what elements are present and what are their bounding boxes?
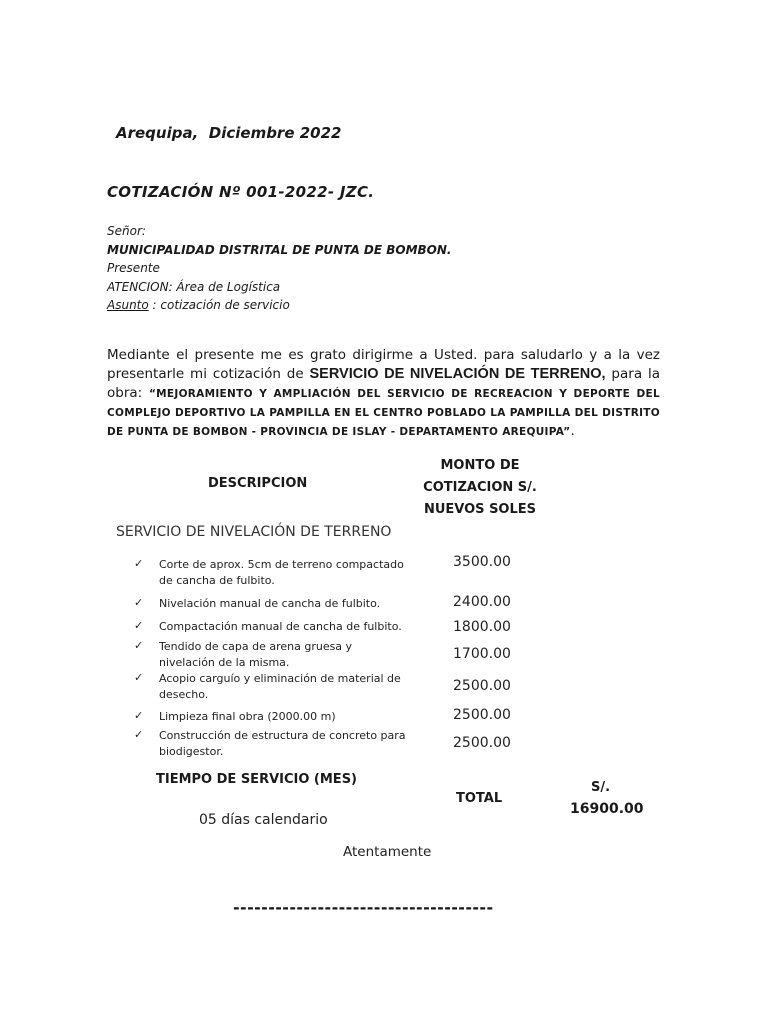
salutation: Señor: — [107, 224, 146, 238]
item-amount: 1700.00 — [453, 646, 511, 662]
service-section-title: SERVICIO DE NIVELACIÓN DE TERRENO — [116, 524, 392, 540]
subject-label: Asunto — [107, 298, 149, 312]
item-amount: 2500.00 — [453, 678, 511, 694]
addressee-block — [107, 222, 451, 315]
total-currency: S/. — [591, 780, 611, 795]
check-icon: ✓ — [134, 671, 144, 684]
item-amount: 2500.00 — [453, 735, 511, 751]
city-date-line: Arequipa, Diciembre 2022 — [116, 124, 342, 142]
signature-line: ------------------------------------- — [233, 898, 494, 917]
item-description: Construcción de estructura de concreto para biodigestor. — [159, 729, 406, 758]
presente-label: Presente — [107, 261, 160, 275]
check-icon: ✓ — [134, 639, 144, 652]
date: Diciembre 2022 — [208, 124, 342, 142]
subject-line — [107, 296, 451, 315]
service-time-value: 05 días calendario — [199, 812, 328, 828]
paragraph-end: . — [570, 423, 575, 439]
amount-column-header: MONTO DE COTIZACION S/. NUEVOS SOLES — [423, 458, 537, 517]
service-name: SERVICIO DE NIVELACIÓN DE TERRENO, — [309, 366, 606, 382]
item-description: Corte de aprox. 5cm de terreno compactado de cancha de fulbito. — [159, 558, 404, 587]
item-description: Nivelación manual de cancha de fulbito. — [159, 597, 381, 610]
check-icon: ✓ — [134, 709, 144, 722]
body-paragraph — [107, 346, 660, 441]
item-description: Compactación manual de cancha de fulbito. — [159, 620, 402, 633]
total-label: TOTAL — [456, 791, 503, 806]
description-column-header: DESCRIPCION — [208, 476, 308, 491]
city: Arequipa — [116, 124, 193, 142]
check-icon: ✓ — [134, 596, 144, 609]
subject-text: : cotización de servicio — [148, 298, 290, 312]
total-value: 16900.00 — [570, 801, 644, 817]
intro-text: Mediante el presente me es grato dirigirme a Usted. para saludarlo y a la vez presentarle mi cotización de — [107, 347, 660, 382]
item-amount: 2400.00 — [453, 594, 511, 610]
for-work-text: para la obra: — [107, 366, 660, 401]
quote-number: COTIZACIÓN Nº 001-2022- JZC. — [107, 183, 375, 201]
attention-line: ATENCION: Área de Logística — [107, 279, 281, 294]
service-time-label: TIEMPO DE SERVICIO (MES) — [156, 772, 357, 787]
item-amount: 1800.00 — [453, 619, 511, 635]
check-icon: ✓ — [134, 557, 144, 570]
check-icon: ✓ — [134, 619, 144, 632]
item-description: Tendido de capa de arena gruesa y nivelación de la misma. — [159, 640, 353, 669]
closing-text: Atentamente — [343, 844, 432, 860]
check-icon: ✓ — [134, 728, 144, 741]
item-amount: 2500.00 — [453, 707, 511, 723]
organization-name: MUNICIPALIDAD DISTRITAL DE PUNTA DE BOMBON. — [107, 242, 452, 257]
item-description: Limpieza final obra (2000.00 m) — [159, 710, 336, 723]
item-description: Acopio carguío y eliminación de material de desecho. — [159, 672, 401, 701]
item-amount: 3500.00 — [453, 554, 511, 570]
project-name: “MEJORAMIENTO Y AMPLIACIÓN DEL SERVICIO DE RECREACION Y DEPORTE DEL COMPLEJO DEPORTIVO LA PAMPILLA EN EL CENTRO POBLADO LA PAMPILLA DEL DISTRITO DE PUNTA DE BOMBON - PROVINCIA DE ISLAY - DEPARTAMENTO AREQUIPA” — [107, 388, 660, 438]
